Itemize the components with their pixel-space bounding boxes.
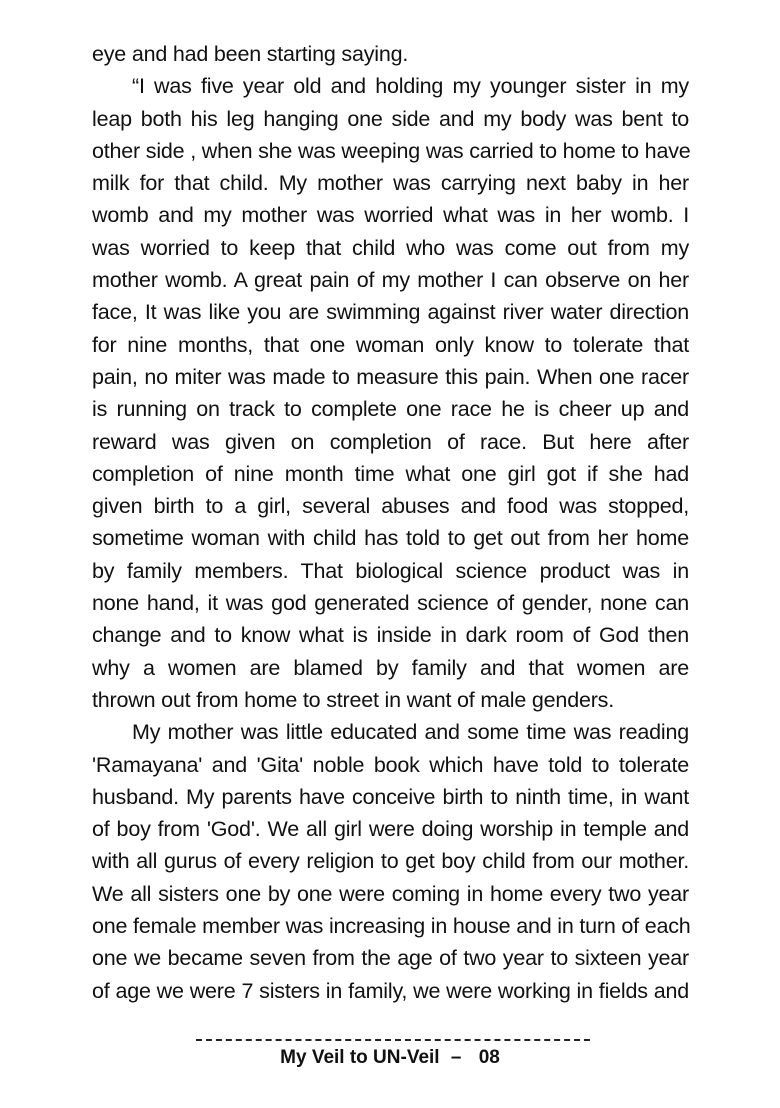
book-title: My Veil to UN-Veil <box>280 1047 440 1068</box>
text-line: leap both his leg hanging one side and my body was bent to <box>92 106 689 131</box>
text-line: none hand, it was god generated science of gender, none can <box>92 591 689 616</box>
paragraph-1 <box>92 38 689 70</box>
text-line: My mother was little educated and some time was reading <box>132 720 689 745</box>
text-line: sometime woman with child has told to get out from her home <box>92 526 689 551</box>
text-line: by family members. That biological science product was in <box>92 558 689 583</box>
text-line: one female member was increasing in house and in turn of each <box>92 914 691 939</box>
text-line: eye and had been starting saying. <box>92 42 409 66</box>
text-line: other side , when she was weeping was carried to home to have <box>92 138 691 163</box>
text-line: thrown out from home to street in want of male genders. <box>92 687 614 712</box>
text-line: change and to know what is inside in dark room of God then <box>92 623 689 648</box>
body-text <box>92 38 689 1007</box>
footer-separator: – <box>450 1047 462 1068</box>
text-line: with all gurus of every religion to get boy child from our mother. <box>92 849 689 874</box>
paragraph-3 <box>92 716 689 1007</box>
text-line: was worried to keep that child who was come out from my <box>92 235 689 260</box>
text-line: given birth to a girl, several abuses and food was stopped, <box>92 494 689 519</box>
text-line: milk for that child. My mother was carrying next baby in her <box>92 171 689 196</box>
paragraph-2 <box>92 70 689 716</box>
text-line: “I was five year old and holding my younger sister in my <box>132 74 689 99</box>
text-line: reward was given on completion of race. But here after <box>92 429 689 454</box>
text-line: 'Ramayana' and 'Gita' noble book which have told to tolerate <box>92 752 689 777</box>
text-line: why a women are blamed by family and that women are <box>92 655 689 680</box>
text-line: one we became seven from the age of two year to sixteen year <box>92 946 689 971</box>
page-number: 08 <box>478 1047 500 1068</box>
text-line: husband. My parents have conceive birth to ninth time, in want <box>92 784 689 809</box>
text-line: for nine months, that one woman only know to tolerate that <box>92 332 689 357</box>
text-line: We all sisters one by one were coming in home every two year <box>92 881 689 906</box>
footer-divider <box>196 1039 590 1041</box>
text-line: completion of nine month time what one girl got if she had <box>92 461 689 486</box>
text-line: pain, no miter was made to measure this pain. When one racer <box>92 364 689 389</box>
text-line: is running on track to complete one race he is cheer up and <box>92 397 689 422</box>
text-line: of boy from 'God'. We all girl were doing worship in temple and <box>92 817 689 842</box>
text-line: of age we were 7 sisters in family, we were working in fields and <box>92 978 689 1003</box>
text-line: mother womb. A great pain of my mother I can observe on her <box>92 268 689 293</box>
text-line: womb and my mother was worried what was in her womb. I <box>92 203 689 228</box>
text-line: face, It was like you are swimming against river water direction <box>92 300 689 325</box>
page-footer <box>0 1045 780 1071</box>
